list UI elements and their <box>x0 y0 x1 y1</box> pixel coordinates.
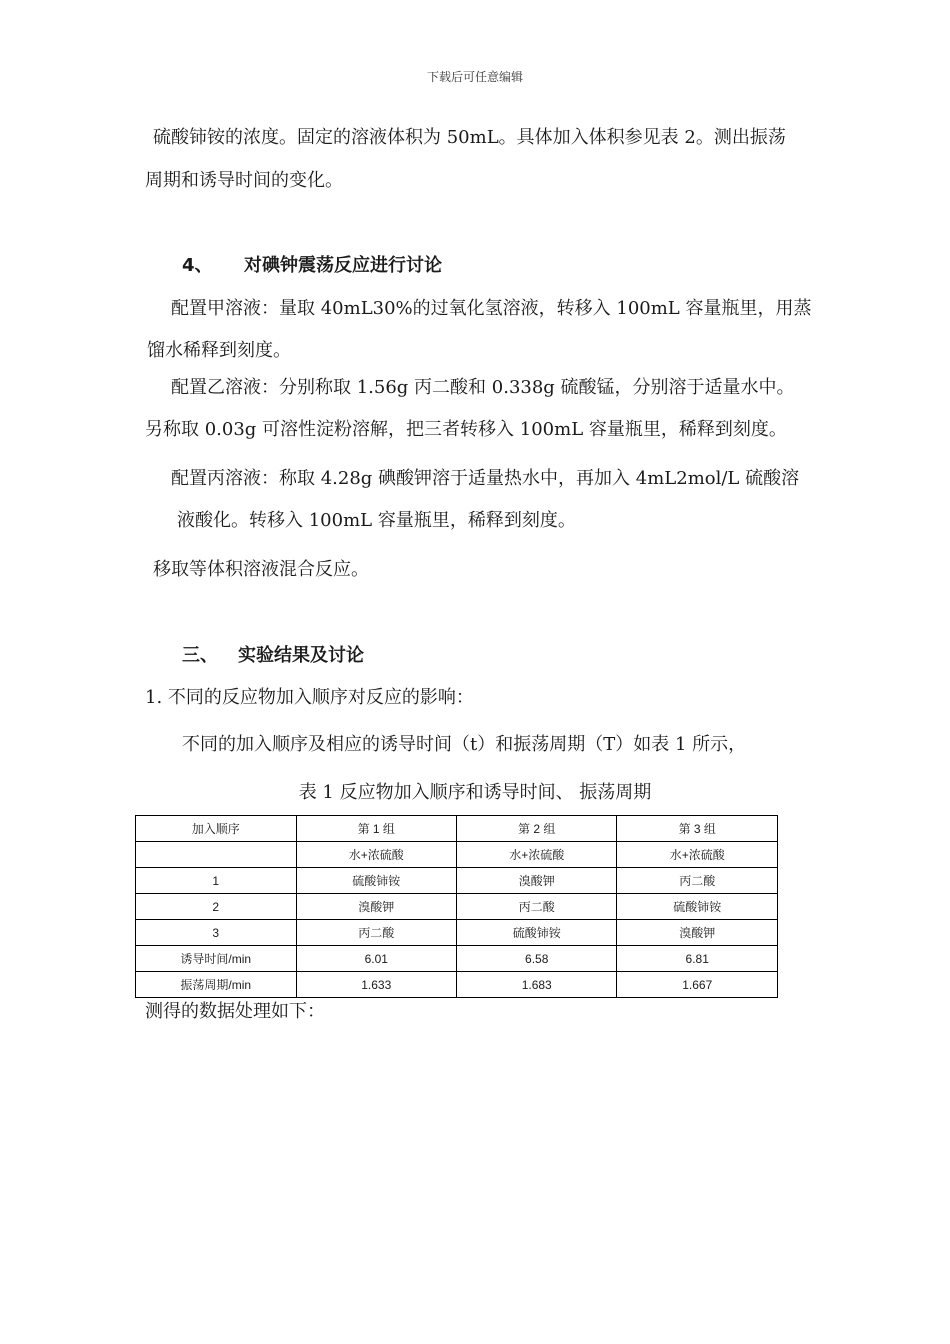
list-item: 1. 不同的反应物加入顺序对反应的影响： <box>145 687 474 708</box>
paragraph-line: 硫酸铈铵的浓度。固定的溶液体积为 50mL。具体加入体积参见表 2。测出振荡 <box>153 127 786 148</box>
paragraph-line: 配置甲溶液：量取 40mL30%的过氧化氢溶液，转移入 100mL 容量瓶里，用蒸 <box>171 298 812 319</box>
section-number: 三、 <box>182 645 218 666</box>
table-caption: 表 1 反应物加入顺序和诱导时间、 振荡周期 <box>298 782 652 803</box>
table-row <box>136 842 778 868</box>
section-number: 4、 <box>182 255 213 276</box>
section-heading: 对碘钟震荡反应进行讨论 <box>244 255 442 276</box>
table-header-cell: 第 3 组 <box>617 816 778 842</box>
table-cell: 1 <box>136 868 297 894</box>
table-header-cell: 第 2 组 <box>456 816 616 842</box>
table-cell: 硫酸铈铵 <box>296 868 456 894</box>
table-cell: 1.683 <box>456 972 616 998</box>
paragraph-line: 液酸化。转移入 100mL 容量瓶里，稀释到刻度。 <box>177 510 576 531</box>
table-row <box>136 868 778 894</box>
paragraph-line: 不同的加入顺序及相应的诱导时间（t）和振荡周期（T）如表 1 所示， <box>182 734 747 755</box>
table-row <box>136 894 778 920</box>
table-cell: 丙二酸 <box>296 920 456 946</box>
table-cell <box>136 842 297 868</box>
table-cell: 溴酸钾 <box>456 868 616 894</box>
table-cell: 硫酸铈铵 <box>456 920 616 946</box>
table-cell: 2 <box>136 894 297 920</box>
paragraph-line: 另称取 0.03g 可溶性淀粉溶解，把三者转移入 100mL 容量瓶里，稀释到刻度。 <box>145 419 787 440</box>
table-cell: 6.01 <box>296 946 456 972</box>
table-cell: 丙二酸 <box>617 868 778 894</box>
paragraph-line: 测得的数据处理如下： <box>145 1001 325 1022</box>
table-header-cell: 第 1 组 <box>296 816 456 842</box>
paragraph-line: 配置丙溶液：称取 4.28g 碘酸钾溶于适量热水中，再加入 4mL2mol/L 硫酸溶 <box>171 468 800 489</box>
table-cell: 水+浓硫酸 <box>296 842 456 868</box>
table-cell: 6.81 <box>617 946 778 972</box>
table-cell: 溴酸钾 <box>617 920 778 946</box>
paragraph-line: 移取等体积溶液混合反应。 <box>153 559 369 580</box>
table-cell: 1.667 <box>617 972 778 998</box>
table-cell: 1.633 <box>296 972 456 998</box>
table-cell: 溴酸钾 <box>296 894 456 920</box>
table-cell: 水+浓硫酸 <box>617 842 778 868</box>
table-header-cell: 加入顺序 <box>136 816 297 842</box>
table-row <box>136 920 778 946</box>
table-cell: 水+浓硫酸 <box>456 842 616 868</box>
page-header: 下载后可任意编辑 <box>426 70 523 84</box>
table-row <box>136 946 778 972</box>
table-cell: 丙二酸 <box>456 894 616 920</box>
table-cell: 硫酸铈铵 <box>617 894 778 920</box>
table-cell: 诱导时间/min <box>136 946 297 972</box>
data-table <box>135 815 778 998</box>
table-row <box>136 972 778 998</box>
table-cell: 振荡周期/min <box>136 972 297 998</box>
paragraph-line: 周期和诱导时间的变化。 <box>145 170 343 191</box>
table-header-row <box>136 816 778 842</box>
paragraph-line: 馏水稀释到刻度。 <box>147 340 291 361</box>
paragraph-line: 配置乙溶液：分别称取 1.56g 丙二酸和 0.338g 硫酸锰，分别溶于适量水中。 <box>171 377 795 398</box>
table-cell: 3 <box>136 920 297 946</box>
section-heading: 实验结果及讨论 <box>238 645 364 666</box>
table-cell: 6.58 <box>456 946 616 972</box>
